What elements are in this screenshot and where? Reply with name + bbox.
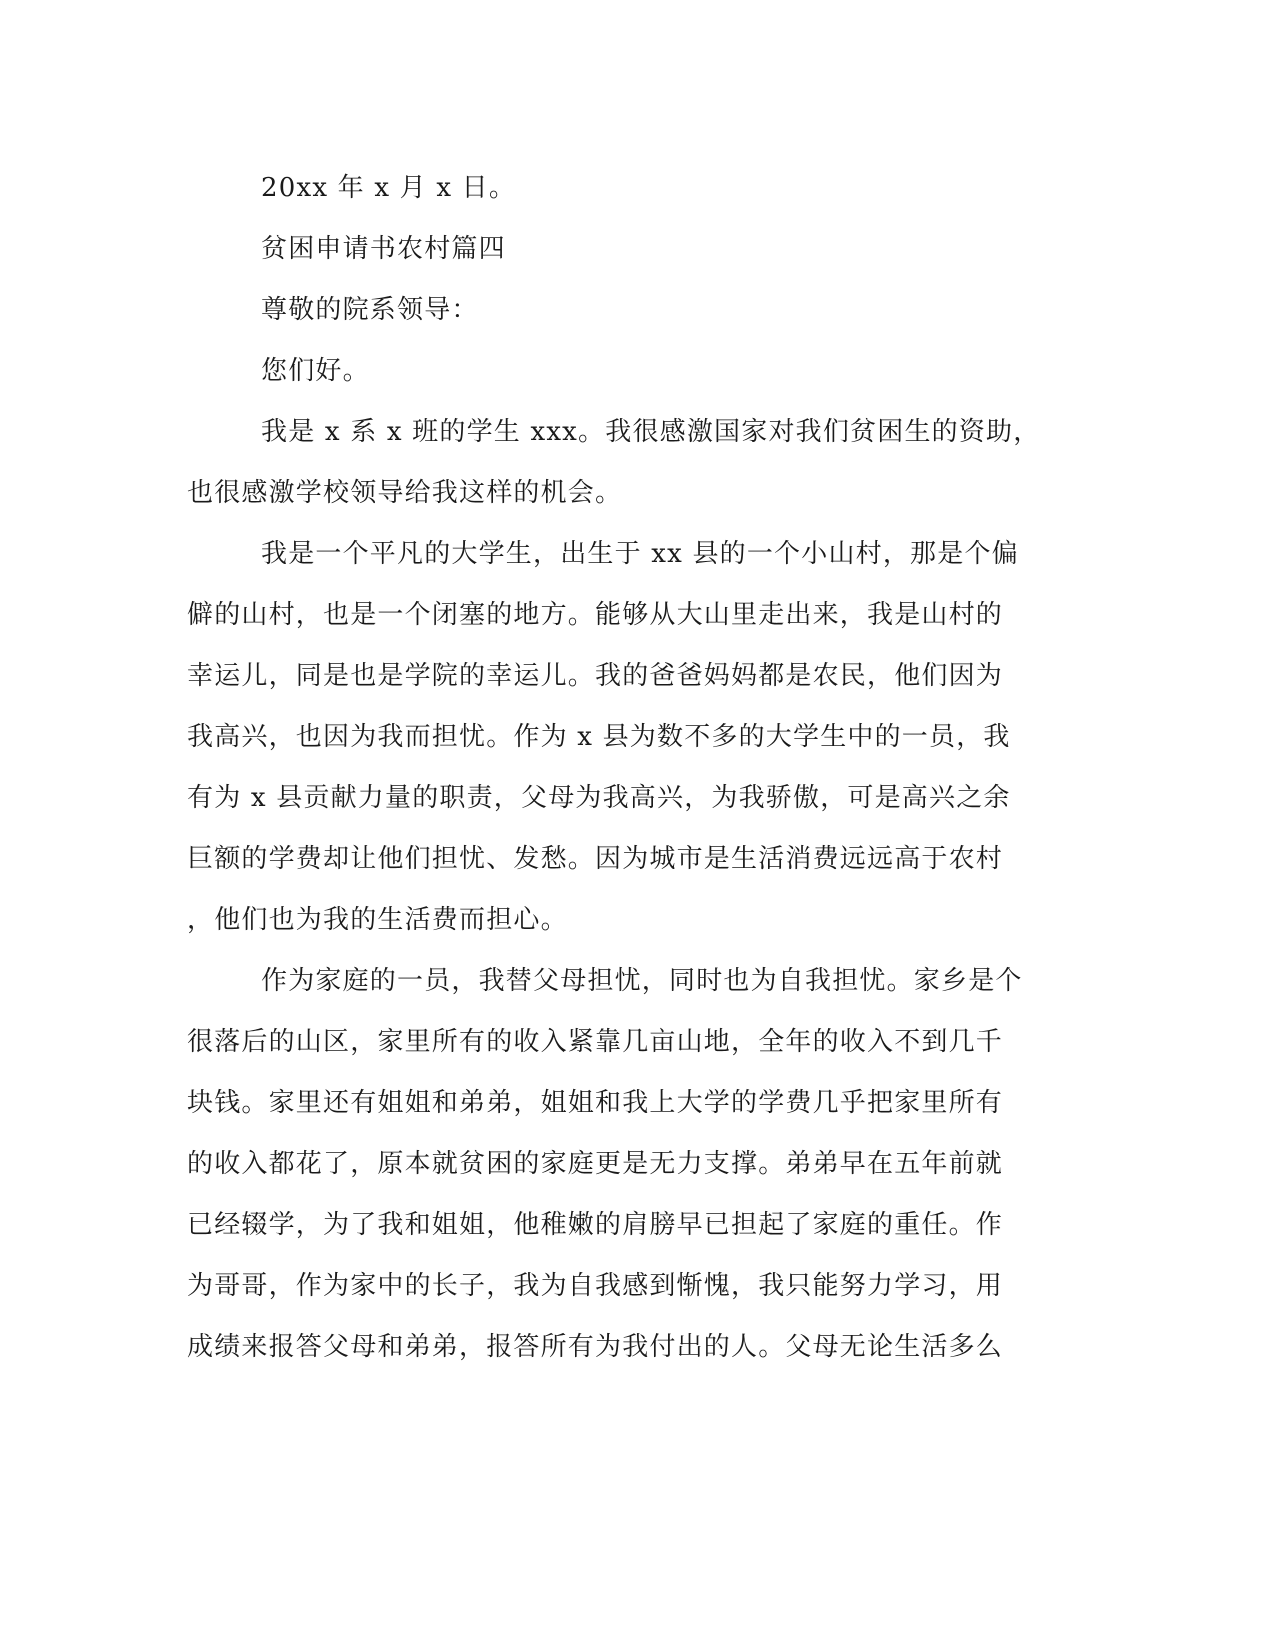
paragraph-2-line: 我高兴，也因为我而担忧。作为 x 县为数不多的大学生中的一员，我 xyxy=(187,722,1011,752)
paragraph-3-line: 很落后的山区，家里所有的收入紧靠几亩山地，全年的收入不到几千 xyxy=(187,1027,1004,1057)
paragraph-1-line: 我是 x 系 x 班的学生 xxx。我很感激国家对我们贫困生的资助， xyxy=(261,417,1041,447)
paragraph-2-line: 我是一个平凡的大学生，出生于 xx 县的一个小山村，那是个偏 xyxy=(261,539,1019,569)
paragraph-3-line: 的收入都花了，原本就贫困的家庭更是无力支撑。弟弟早在五年前就 xyxy=(187,1149,1004,1179)
greeting: 您们好。 xyxy=(261,356,370,386)
paragraph-1-line: 也很感激学校领导给我这样的机会。 xyxy=(187,478,623,508)
paragraph-3-line: 已经辍学，为了我和姐姐，他稚嫩的肩膀早已担起了家庭的重任。作 xyxy=(187,1210,1004,1240)
paragraph-2-line: ，他们也为我的生活费而担心。 xyxy=(187,905,568,935)
document-body xyxy=(187,158,1067,1378)
paragraph-2-line: 幸运儿，同是也是学院的幸运儿。我的爸爸妈妈都是农民，他们因为 xyxy=(187,661,1004,691)
salutation: 尊敬的院系领导： xyxy=(261,295,479,325)
paragraph-2-line: 巨额的学费却让他们担忧、发愁。因为城市是生活消费远远高于农村 xyxy=(187,844,1004,874)
date-line: 20xx 年 x 月 x 日。 xyxy=(261,173,517,203)
paragraph-2-line: 有为 x 县贡献力量的职责，父母为我高兴，为我骄傲，可是高兴之余 xyxy=(187,783,1011,813)
paragraph-2-line: 僻的山村，也是一个闭塞的地方。能够从大山里走出来，我是山村的 xyxy=(187,600,1004,630)
paragraph-3-line: 块钱。家里还有姐姐和弟弟，姐姐和我上大学的学费几乎把家里所有 xyxy=(187,1088,1004,1118)
paragraph-3-line: 成绩来报答父母和弟弟，报答所有为我付出的人。父母无论生活多么 xyxy=(187,1332,1004,1362)
paragraph-3-line: 为哥哥，作为家中的长子，我为自我感到惭愧，我只能努力学习，用 xyxy=(187,1271,1004,1301)
section-title: 贫困申请书农村篇四 xyxy=(261,234,506,264)
paragraph-3-line: 作为家庭的一员，我替父母担忧，同时也为自我担忧。家乡是个 xyxy=(261,966,1023,996)
